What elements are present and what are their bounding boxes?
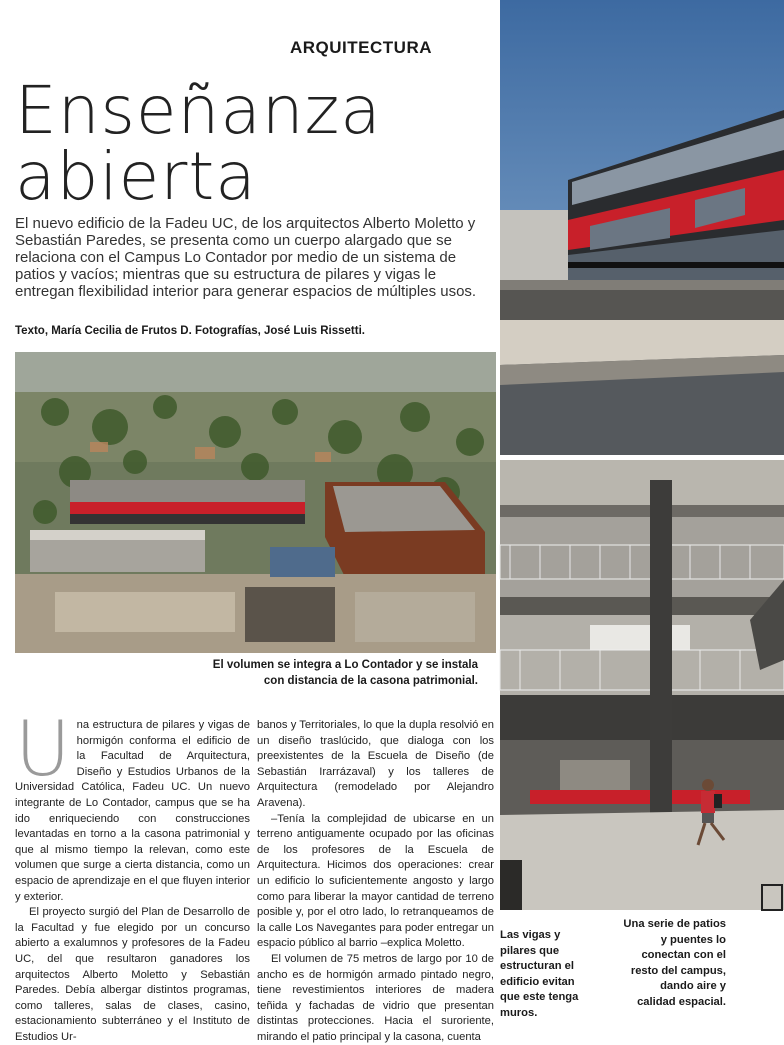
aerial-photo [15,352,496,653]
body-paragraph: banos y Territoriales, lo que la dupla resolvió en un diseño traslúcido, que dialoga con los preexistentes de la Escuela de Diseño (de Sebastián Irarrázaval) y los talleres de Arquitectura (remodelado por Alejandro Aravena). [257,719,494,809]
interior-photo [500,460,784,910]
body-text: na estructura de pilares y vigas de hormigón conforma el edificio de la Facultad de Arquitectura, Diseño y Estudios Urbanos de la Universidad Católica, Fadeu UC. Un nuevo integrante de Lo Contador, campus que se ha ido enriqueciendo con construcciones levantadas en torno a la casona patrimonial y que al mismo tiempo la relevan, como este volumen que surge a cierta distancia, como un espacio de aprendizaje en el que fluyen interior y exterior. [15,719,250,903]
body-paragraph: –Tenía la complejidad de ubicarse en un terreno antiguamente ocupado por las oficinas de los profesores de la Escuela de Arquitectura. Hicimos dos operaciones: crear un edificio lo suficientemente angosto y largo como para liberar la mayor cantidad de terreno posible y, por el otro lado, lo retranqueamos de la calle Los Navegantes para poder entregar un espacio público al barrio –explica Moletto. [257,812,494,950]
facade-photo [500,0,784,455]
drop-cap: U [15,704,71,793]
caption-beams: Las vigas y pilares que estructuran el edificio evitan que este tenga muros. [500,929,579,1019]
body-paragraph: El proyecto surgió del Plan de Desarrollo de la Facultad y fue elegido por un concurso abierto a exalumnos y profesores de la Fadeu UC, del que resultaron ganadores los arquitectos Alberto Moletto y Sebastián Paredes. Debía albergar distintos programas, como talleres, salas de clases, casino, estacionamiento subterráneo y el Instituto de Estudios Ur- [15,906,250,1043]
article-title [15,72,382,215]
body-column-2 [257,718,494,1045]
title-line-2: abierta [15,138,257,215]
credits: Texto, María Cecilia de Frutos D. Fotografías, José Luis Rissetti. [15,325,365,337]
body-paragraph [15,704,250,905]
lead-paragraph: El nuevo edificio de la Fadeu UC, de los arquitectos Alberto Moletto y Sebastián Paredes, se presenta como un cuerpo alargado que se relaciona con el Campus Lo Contador por medio de un sistema de patios y vacíos; mientras que su estructura de pilares y vigas le entregan flexibilidad interior para generar espacios de múltiples usos. [15,215,477,300]
caption-main: El volumen se integra a Lo Contador y se instala con distancia de la casona patrimonial. [212,659,478,687]
title-line-1: Enseñanza [15,72,382,149]
body-paragraph: El volumen de 75 metros de largo por 10 de ancho es de hormigón armado pintado negro, tiene revestimientos interiores de madera teñida y fachadas de vidrio que presentan distintas protecciones. Hacia el suroriente, mirando el patio principal y la casona, cuenta [257,952,494,1043]
caption-patios: Una serie de patios y puentes lo conectan con el resto del campus, dando aire y calidad espacial. [623,918,726,1008]
body-column-1 [15,704,250,1045]
section-label: ARQUITECTURA [290,38,432,57]
